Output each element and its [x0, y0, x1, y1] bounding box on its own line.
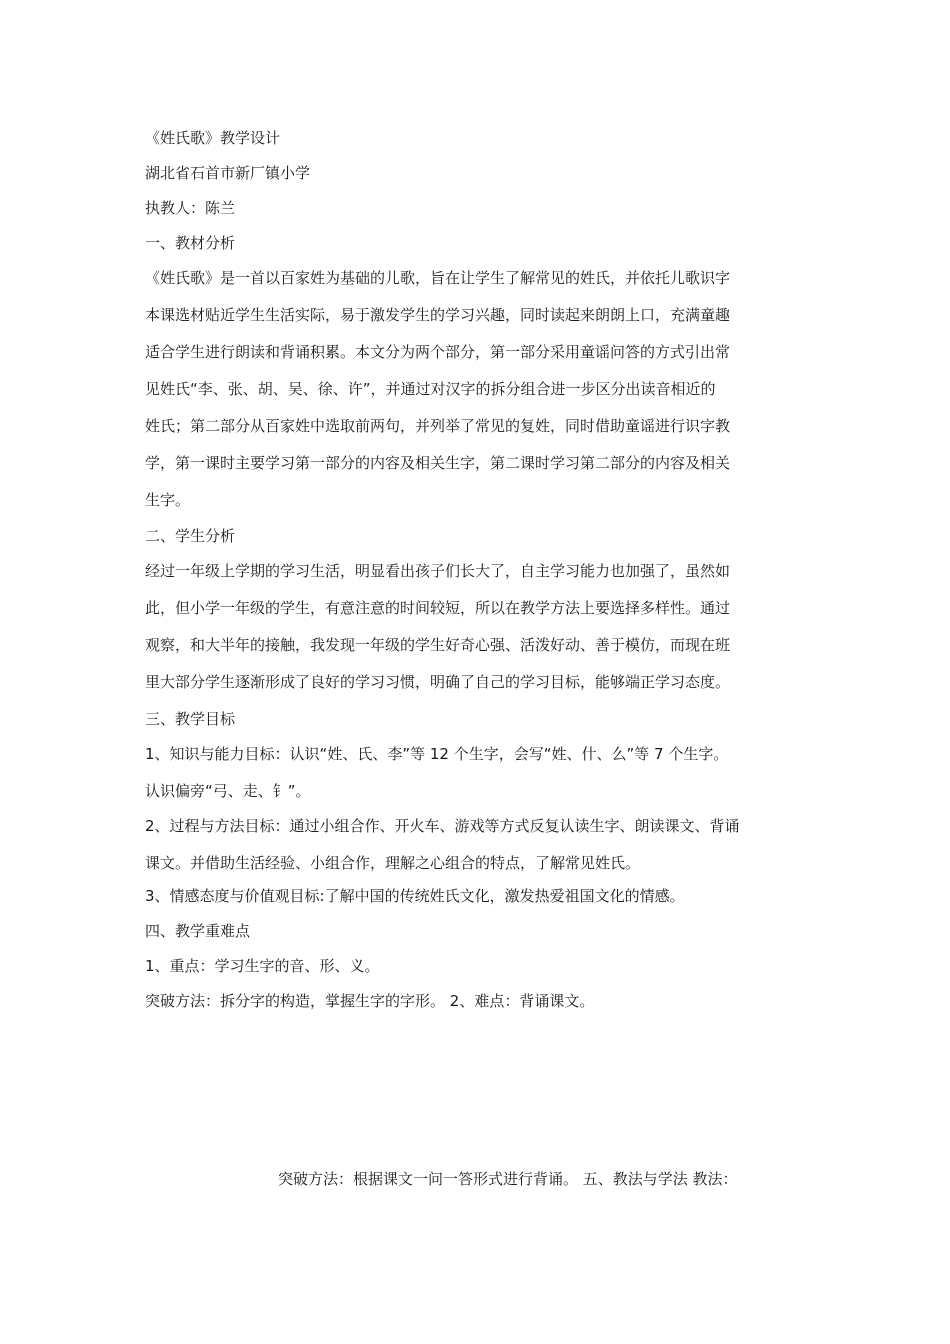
- paragraph-line: 观察，和大半年的接触，我发现一年级的学生好奇心强、活泼好动、善于模仿，而现在班: [145, 636, 731, 654]
- teacher-line: 执教人：陈兰: [145, 199, 236, 217]
- document-title: 《姓氏歌》教学设计: [145, 129, 281, 147]
- school-name: 湖北省石首市新厂镇小学: [145, 164, 311, 182]
- paragraph-line: 《姓氏歌》是一首以百家姓为基础的儿歌，旨在让学生了解常见的姓氏，并依托儿歌识字: [145, 269, 731, 287]
- paragraph-line: 2、过程与方法目标：通过小组合作、开火车、游戏等方式反复认读生字、朗读课文、背诵: [145, 817, 740, 835]
- section-heading-students: 二、学生分析: [145, 527, 236, 545]
- section-heading-materials: 一、教材分析: [145, 234, 236, 252]
- paragraph-line: 3、情感态度与价值观目标:了解中国的传统姓氏文化，激发热爱祖国文化的情感。: [145, 887, 685, 905]
- paragraph-line: 学，第一课时主要学习第一部分的内容及相关生字，第二课时学习第二部分的内容及相关: [145, 454, 731, 472]
- paragraph-line: 此，但小学一年级的学生，有意注意的时间较短，所以在教学方法上要选择多样性。通过: [145, 599, 731, 617]
- paragraph-line: 认识偏旁“弓、走、钅”。: [145, 782, 311, 800]
- section-heading-key-points: 四、教学重难点: [145, 922, 251, 940]
- paragraph-line: 姓氏；第二部分从百家姓中选取前两句，并列举了常见的复姓，同时借助童谣进行识字教: [145, 417, 731, 435]
- bottom-line: 突破方法：根据课文一问一答形式进行背诵。 五、教法与学法 教法：: [278, 1170, 738, 1188]
- paragraph-line: 突破方法：拆分字的构造，掌握生字的字形。 2、难点：背诵课文。: [145, 992, 595, 1010]
- paragraph-line: 本课选材贴近学生生活实际，易于激发学生的学习兴趣，同时读起来朗朗上口，充满童趣: [145, 306, 731, 324]
- paragraph-line: 里大部分学生逐渐形成了良好的学习习惯，明确了自己的学习目标，能够端正学习态度。: [145, 673, 731, 691]
- section-heading-objectives: 三、教学目标: [145, 710, 236, 728]
- paragraph-line: 生字。: [145, 491, 191, 509]
- paragraph-line: 适合学生进行朗读和背诵积累。本文分为两个部分，第一部分采用童谣问答的方式引出常: [145, 343, 731, 361]
- paragraph-line: 见姓氏“李、张、胡、吴、徐、许”，并通过对汉字的拆分组合进一步区分出读音相近的: [145, 380, 716, 398]
- paragraph-line: 1、知识与能力目标：认识“姓、氏、李”等 12 个生字，会写“姓、什、么”等 7 个生字。: [145, 745, 729, 763]
- paragraph-line: 1、重点：学习生字的音、形、义。: [145, 957, 380, 975]
- paragraph-line: 经过一年级上学期的学习生活，明显看出孩子们长大了，自主学习能力也加强了，虽然如: [145, 562, 731, 580]
- paragraph-line: 课文。并借助生活经验、小组合作，理解之心组合的特点，了解常见姓氏。: [145, 854, 641, 872]
